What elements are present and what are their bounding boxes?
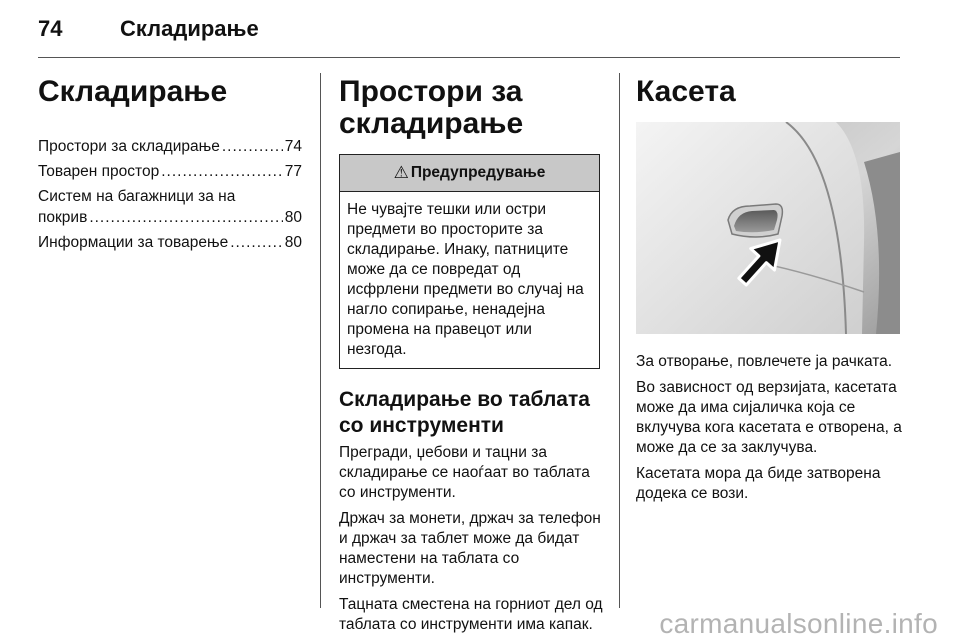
toc-entry-text: Простори за складирање [38,138,220,155]
subsection-title [339,387,604,439]
column-divider-1 [320,73,321,608]
section-title: Касета [636,75,736,108]
storage-spaces-column [339,76,604,641]
warning-box [339,154,600,369]
paragraph: Тацната сместена на горниот дел од таблата со инструменти има капак. [339,596,603,633]
warning-body: Не чувајте тешки или остри предмети во просторите за складирање. Инаку, патниците може да се повредат од исфрлени предмети во случај на нагло сопирање, ненадејна промена на правецот или незгода. [347,201,584,358]
watermark: carmanualsonline.info [659,608,938,639]
toc-entry-page: 77 [284,163,302,180]
toc-entry-page: 80 [284,209,302,226]
toc-entry-text: Товарен простор [38,163,160,180]
column-divider-2 [619,73,620,608]
paragraph: Прегради, џебови и тацни за складирање се наоѓаат во таблата со инструменти. [339,444,590,501]
toc-entry-text: Информации за товарење [38,234,229,251]
toc-entry[interactable] [38,161,302,182]
section-title-line1: Простори за [339,75,523,108]
running-title: Складирање [120,16,259,41]
warning-header [340,155,599,192]
section-title-line2: складирање [339,107,524,140]
toc-entry-page: 80 [284,234,302,251]
toc-leader-dots [222,136,283,157]
warning-triangle-icon: ⚠ [393,163,409,182]
toc-leader-dots [230,232,283,253]
paragraph: Касетата мора да биде затворена додека се вози. [636,465,881,502]
glovebox-column [636,76,902,510]
chapter-contents-column [38,76,302,257]
paragraph: Држач за монети, држач за телефон и држач за таблет може да бидат наместени на таблата со инструменти. [339,510,601,587]
toc-leader-dots [161,161,283,182]
subsection-title-line2: со инструменти [339,414,504,437]
section-title [339,76,604,140]
subsection-title-line1: Складирање во таблата [339,388,590,411]
toc-entry[interactable] [38,232,302,253]
paragraph: Во зависност од верзијата, касетата може да има сијаличка која се вклучува кога касетата е отворена, а може да се за заклучува. [636,379,902,456]
glovebox-handle-illustration [636,122,900,334]
warning-title: Предупредување [410,164,546,181]
toc-entry[interactable] [38,186,302,228]
toc-entry[interactable] [38,136,302,157]
toc-entry-text-line1: Систем на багажници за на [38,188,236,205]
toc-entry-page: 74 [284,138,302,155]
page-header [38,14,900,54]
paragraph: За отворање, повлечете ја рачката. [636,353,893,370]
header-rule [38,57,900,58]
toc-entry-text: покрив [38,209,88,226]
page-number: 74 [38,16,63,41]
toc-leader-dots [89,207,282,228]
chapter-title: Складирање [38,75,228,108]
